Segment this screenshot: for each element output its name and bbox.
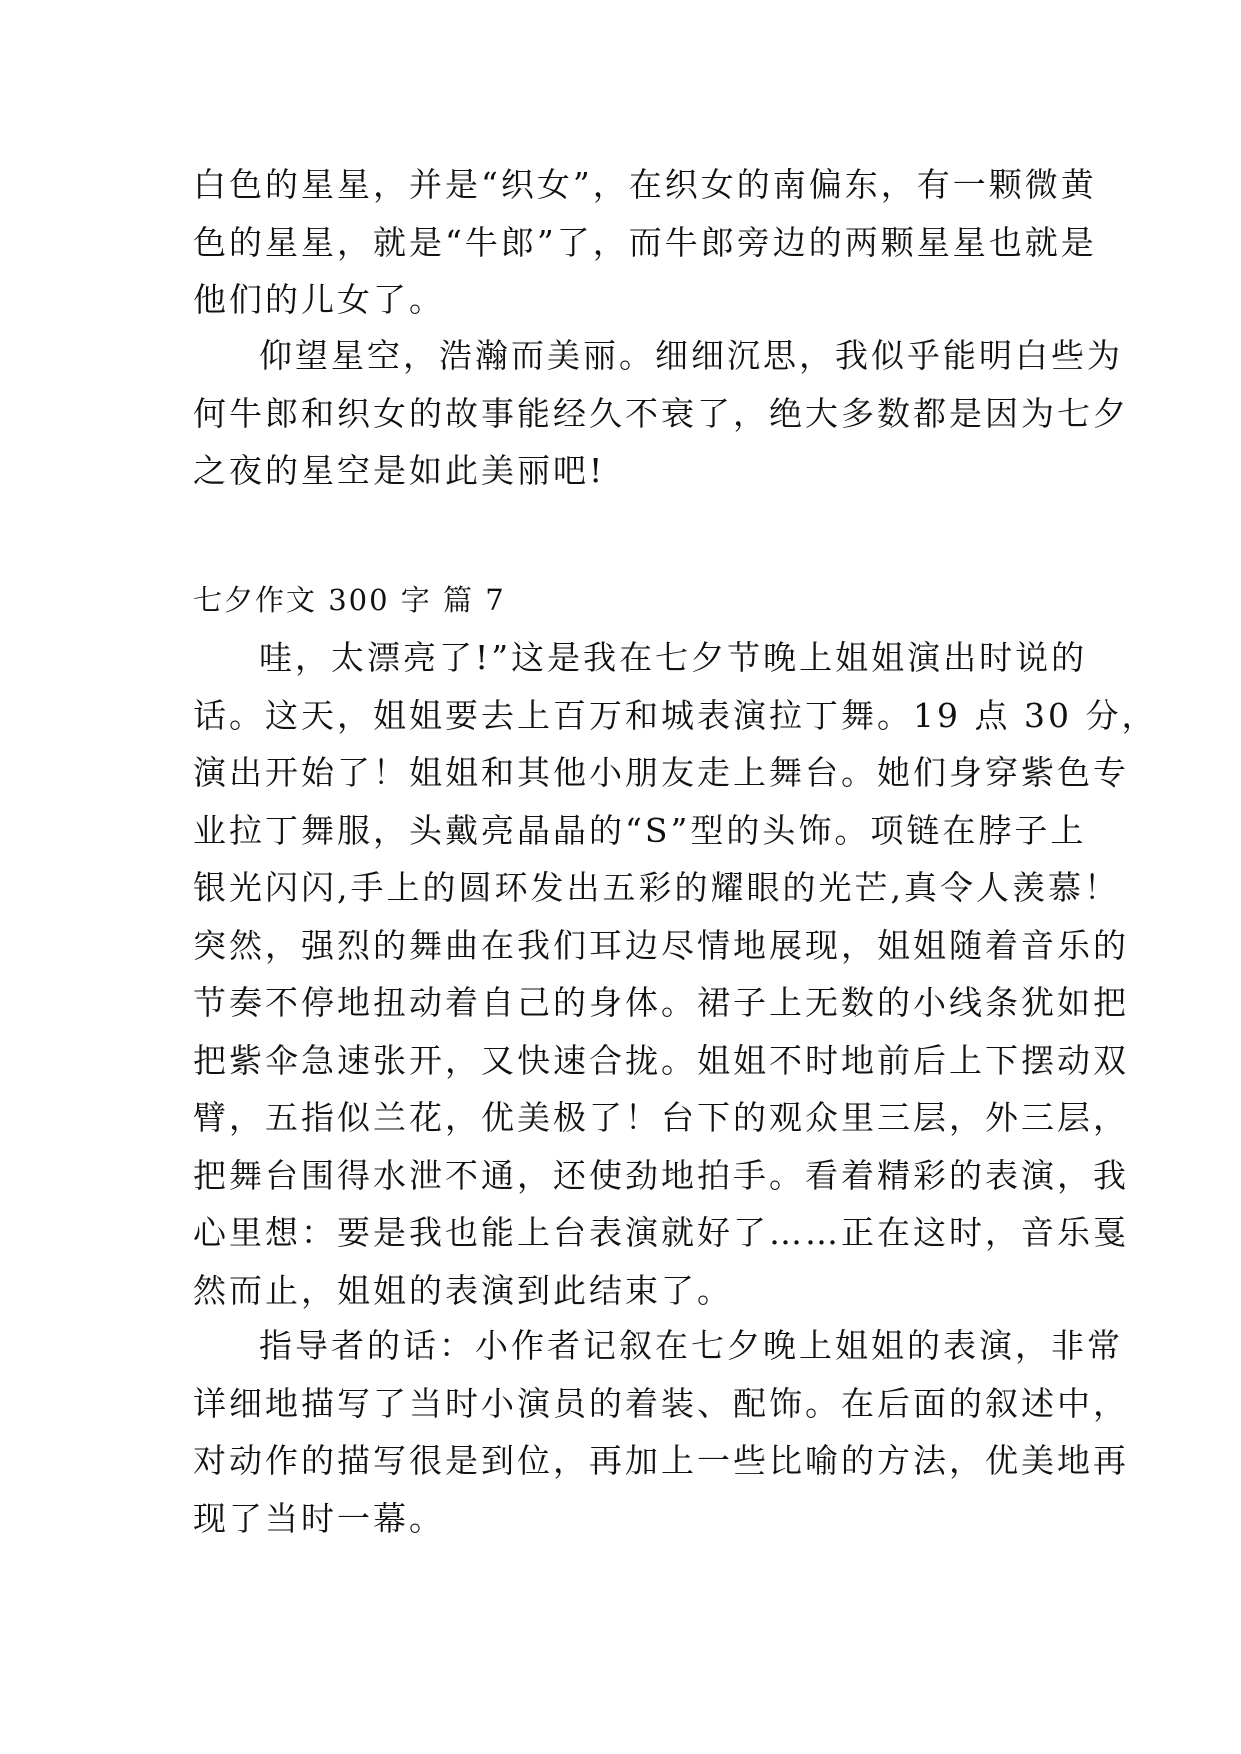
paragraph-performance [193, 629, 1158, 1319]
text-line: 把紫伞急速张开，又快速合拢。姐姐不时地前后上下摆动双 [193, 1040, 1129, 1080]
text-line: 色的星星，就是“牛郎”了，而牛郎旁边的两颗星星也就是 [193, 222, 1097, 262]
text-line: 臂，五指似兰花，优美极了！台下的观众里三层，外三层， [193, 1098, 1129, 1137]
text-line: 指导者的话：小作者记叙在七夕晚上姐姐的表演，非常 [259, 1326, 1123, 1365]
text-line: 何牛郎和织女的故事能经久不衰了，绝大多数都是因为七夕 [193, 393, 1129, 433]
text-line: 详细地描写了当时小演员的着装、配饰。在后面的叙述中， [193, 1383, 1129, 1423]
text-line: 白色的星星，并是“织女”，在织女的南偏东，有一颗微黄 [193, 165, 1097, 204]
text-line: 业拉丁舞服，头戴亮晶晶的“S”型的头饰。项链在脖子上 [193, 810, 1087, 850]
section-heading: 七夕作文 300 字 篇 7 [193, 583, 506, 617]
text-line: 心里想：要是我也能上台表演就好了……正在这时，音乐戛 [193, 1213, 1129, 1252]
text-line: 演出开始了！姐姐和其他小朋友走上舞台。她们身穿紫色专 [193, 753, 1129, 792]
text-line: 对动作的描写很是到位，再加上一些比喻的方法，优美地再 [193, 1441, 1129, 1480]
text-line: 他们的儿女了。 [193, 280, 445, 319]
text-line: 把舞台围得水泄不通，还使劲地拍手。看着精彩的表演，我 [193, 1155, 1129, 1195]
text-line: 银光闪闪,手上的圆环发出五彩的耀眼的光芒,真令人羡慕！ [193, 868, 1120, 907]
text-line: 突然，强烈的舞曲在我们耳边尽情地展现，姐姐随着音乐的 [193, 925, 1129, 965]
paragraph-stars [193, 156, 1097, 329]
text-line: 话。这天，姐姐要去上百万和城表演拉丁舞。19 点 30 分， [193, 695, 1158, 735]
text-line: 节奏不停地扭动着自己的身体。裙子上无数的小线条犹如把 [193, 983, 1129, 1022]
paragraph-comment [193, 1317, 1129, 1547]
text-line: 现了当时一幕。 [193, 1498, 445, 1538]
text-line: 之夜的星空是如此美丽吧! [193, 451, 606, 490]
text-line: 仰望星空，浩瀚而美丽。细细沉思，我似乎能明白些为 [259, 336, 1123, 375]
text-line: 哇，太漂亮了!”这是我在七夕节晚上姐姐演出时说的 [259, 638, 1088, 677]
text-line: 然而止，姐姐的表演到此结束了。 [193, 1270, 733, 1310]
paragraph-starry-sky [193, 327, 1129, 500]
